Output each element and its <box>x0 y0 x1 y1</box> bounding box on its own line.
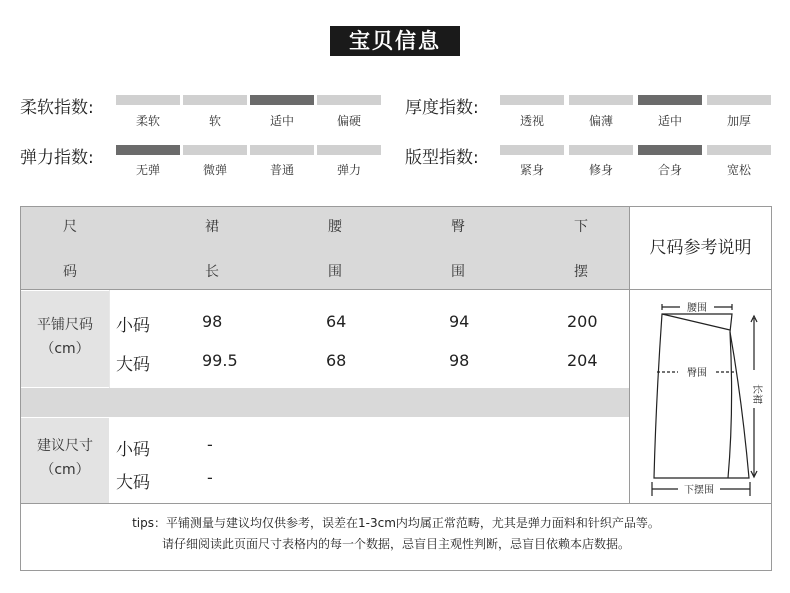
header-length-top: 裙 <box>205 219 219 235</box>
cell-value: - <box>207 468 213 487</box>
header-hip-bottom: 围 <box>451 264 465 280</box>
index-bar <box>317 145 381 155</box>
row-size-small: 小码 <box>116 316 150 336</box>
skirt-outline <box>654 314 749 478</box>
cell-value: 94 <box>449 312 470 331</box>
suggest-size-unit: （cm） <box>40 462 90 478</box>
cell-value: 99.5 <box>202 351 238 370</box>
row-size-large: 大码 <box>116 473 150 493</box>
index-label: 柔软指数: <box>20 98 94 118</box>
index-bar <box>317 95 381 105</box>
index-option: 微弹 <box>202 163 227 177</box>
index-bar <box>569 95 633 105</box>
cell-value: - <box>207 435 213 454</box>
row-size-small: 小码 <box>116 440 150 460</box>
index-bar <box>707 95 771 105</box>
index-option: 软 <box>208 114 221 128</box>
header-hem-bottom: 摆 <box>574 264 588 280</box>
index-bar <box>250 95 314 105</box>
table-divider <box>109 290 110 388</box>
header-waist-bottom: 围 <box>328 264 342 280</box>
index-bar <box>638 145 702 155</box>
index-option: 偏薄 <box>588 114 613 128</box>
row-size-large: 大码 <box>116 355 150 375</box>
tips <box>21 503 771 555</box>
index-bar <box>638 95 702 105</box>
page-title: 宝贝信息 <box>330 26 460 56</box>
index-bar <box>183 95 247 105</box>
tips-line-1: tips：平铺测量与建议均仅供参考，误差在1-3cm内均属正常范畴，尤其是弹力面料和针织产品等。 <box>132 516 660 530</box>
index-bar <box>569 145 633 155</box>
index-option: 紧身 <box>519 163 544 177</box>
index-option: 柔软 <box>135 114 160 128</box>
index-label: 弹力指数: <box>20 148 94 168</box>
cell-value: 98 <box>202 312 223 331</box>
header-waist-top: 腰 <box>328 219 342 235</box>
cell-value: 204 <box>567 351 598 370</box>
skirt-diagram <box>630 290 771 502</box>
index-option: 加厚 <box>726 114 751 128</box>
index-label: 版型指数: <box>405 148 479 168</box>
index-bar <box>116 95 180 105</box>
index-option: 适中 <box>269 114 294 128</box>
header-hem-top: 下 <box>574 219 588 235</box>
cell-value: 68 <box>326 351 347 370</box>
index-bar <box>500 95 564 105</box>
index-option: 无弹 <box>135 163 160 177</box>
hip-label: 臀围 <box>687 368 707 379</box>
flat-size-unit: （cm） <box>40 341 90 357</box>
index-option: 偏硬 <box>336 114 361 128</box>
header-length-bottom: 长 <box>205 264 219 280</box>
header-hip-top: 臀 <box>451 219 465 235</box>
index-option: 普通 <box>269 163 294 177</box>
cell-value: 98 <box>449 351 470 370</box>
index-bar <box>707 145 771 155</box>
hem-label: 下摆围 <box>684 485 714 496</box>
index-option: 透视 <box>519 114 544 128</box>
index-option: 合身 <box>657 163 682 177</box>
header-size-top: 尺 <box>63 219 77 235</box>
index-option: 修身 <box>588 163 613 177</box>
index-option: 弹力 <box>336 163 361 177</box>
waist-label: 腰围 <box>687 303 707 314</box>
header-size-bottom: 码 <box>63 264 77 280</box>
skirt-waist-edge <box>662 314 730 330</box>
flat-size-label: 平铺尺码 <box>37 317 93 333</box>
index-option: 宽松 <box>726 163 751 177</box>
index-bar <box>250 145 314 155</box>
suggest-size-label: 建议尺寸 <box>37 438 93 454</box>
skirt-wrap-edge <box>728 332 732 478</box>
cell-value: 64 <box>326 312 347 331</box>
length-label: 长裙 <box>751 384 762 404</box>
index-bar <box>183 145 247 155</box>
index-bar <box>116 145 180 155</box>
reference-title: 尺码参考说明 <box>649 238 752 258</box>
index-option: 适中 <box>657 114 682 128</box>
tips-line-2: 请仔细阅读此页面尺寸表格内的每一个数据，忌盲目主观性判断，忌盲目依赖本店数据。 <box>161 537 630 551</box>
index-label: 厚度指数: <box>405 98 479 118</box>
cell-value: 200 <box>567 312 598 331</box>
index-bar <box>500 145 564 155</box>
